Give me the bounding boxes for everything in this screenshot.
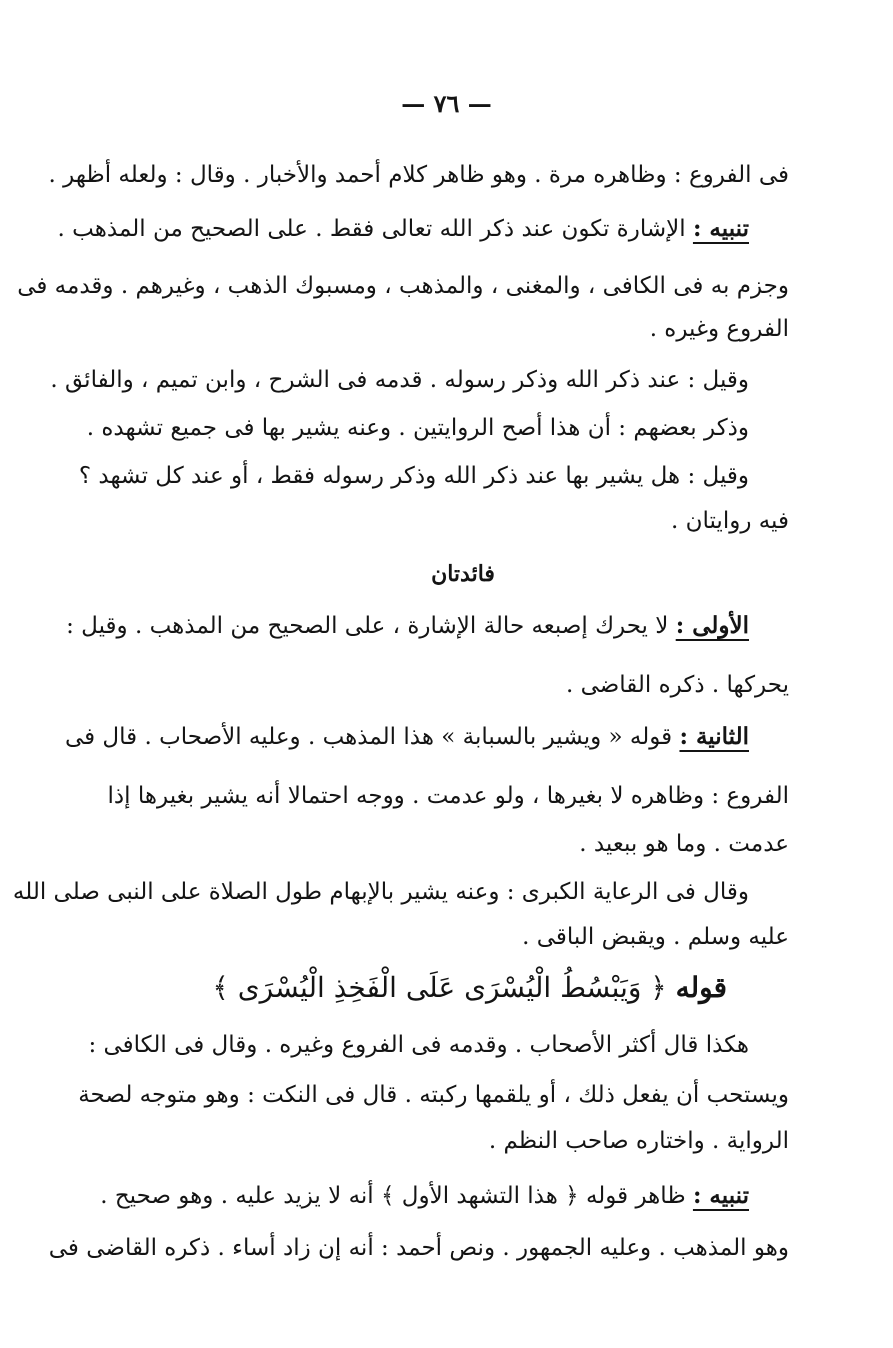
text-line: الرواية . واختاره صاحب النظم .: [488, 1128, 789, 1154]
text-line: تنبيه : الإشارة تكون عند ذكر الله تعالى فقط . على الصحيح من المذهب .: [57, 215, 749, 242]
page-number: — ٧٦ —: [401, 89, 492, 118]
text-line: تنبيه : ظاهر قوله ﴿ هذا التشهد الأول ﴾ أنه لا يزيد عليه . وهو صحيح .: [100, 1182, 749, 1209]
text-line: وجزم به فى الكافى ، والمغنى ، والمذهب ، ومسبوك الذهب ، وغيرهم . وقدمه فى: [17, 273, 789, 299]
quoted-verse: قوله ﴿ وَيَبْسُطُ الْيُسْرَى عَلَى الْفَخِذِ الْيُسْرَى ﴾: [212, 971, 727, 1004]
text-line: يحركها . ذكره القاضى .: [565, 672, 789, 698]
text-line: الثانية : قوله « ويشير بالسبابة » هذا المذهب . وعليه الأصحاب . قال فى: [64, 723, 749, 750]
note-label: تنبيه :: [692, 215, 749, 242]
text-line: الأولى : لا يحرك إصبعه حالة الإشارة ، على الصحيح من المذهب . وقيل :: [66, 612, 749, 639]
text-line: فيه روايتان .: [670, 508, 789, 534]
text-line: ويستحب أن يفعل ذلك ، أو يلقمها ركبته . قال فى النكت : وهو متوجه لصحة: [78, 1082, 789, 1108]
text-line: الفروع : وظاهره لا بغيرها ، ولو عدمت . ووجه احتمالا أنه يشير بغيرها إذا: [107, 783, 789, 809]
text-line: فى الفروع : وظاهره مرة . وهو ظاهر كلام أحمد والأخبار . وقال : ولعله أظهر .: [48, 162, 789, 188]
benefit-label: الأولى :: [675, 612, 749, 639]
note-label: تنبيه :: [692, 1182, 749, 1209]
text-line: هكذا قال أكثر الأصحاب . وقدمه فى الفروع وغيره . وقال فى الكافى :: [88, 1032, 749, 1058]
section-heading: فائدتان: [431, 561, 495, 587]
text-line: عدمت . وما هو ببعيد .: [579, 831, 789, 857]
text-line: وقال فى الرعاية الكبرى : وعنه يشير بالإبهام طول الصلاة على النبى صلى الله: [12, 879, 749, 905]
quote-label: قوله: [675, 971, 727, 1004]
text-line: وذكر بعضهم : أن هذا أصح الروايتين . وعنه يشير بها فى جميع تشهده .: [86, 415, 749, 441]
text-line: وهو المذهب . وعليه الجمهور . ونص أحمد : أنه إن زاد أساء . ذكره القاضى فى: [48, 1235, 789, 1261]
text-line: وقيل : عند ذكر الله وذكر رسوله . قدمه فى الشرح ، وابن تميم ، والفائق .: [50, 367, 749, 393]
benefit-label: الثانية :: [679, 723, 749, 750]
text-line: الفروع وغيره .: [649, 316, 789, 342]
text-line: عليه وسلم . ويقبض الباقى .: [522, 924, 789, 950]
text-line: وقيل : هل يشير بها عند ذكر الله وذكر رسوله فقط ، أو عند كل تشهد ؟: [78, 463, 749, 489]
